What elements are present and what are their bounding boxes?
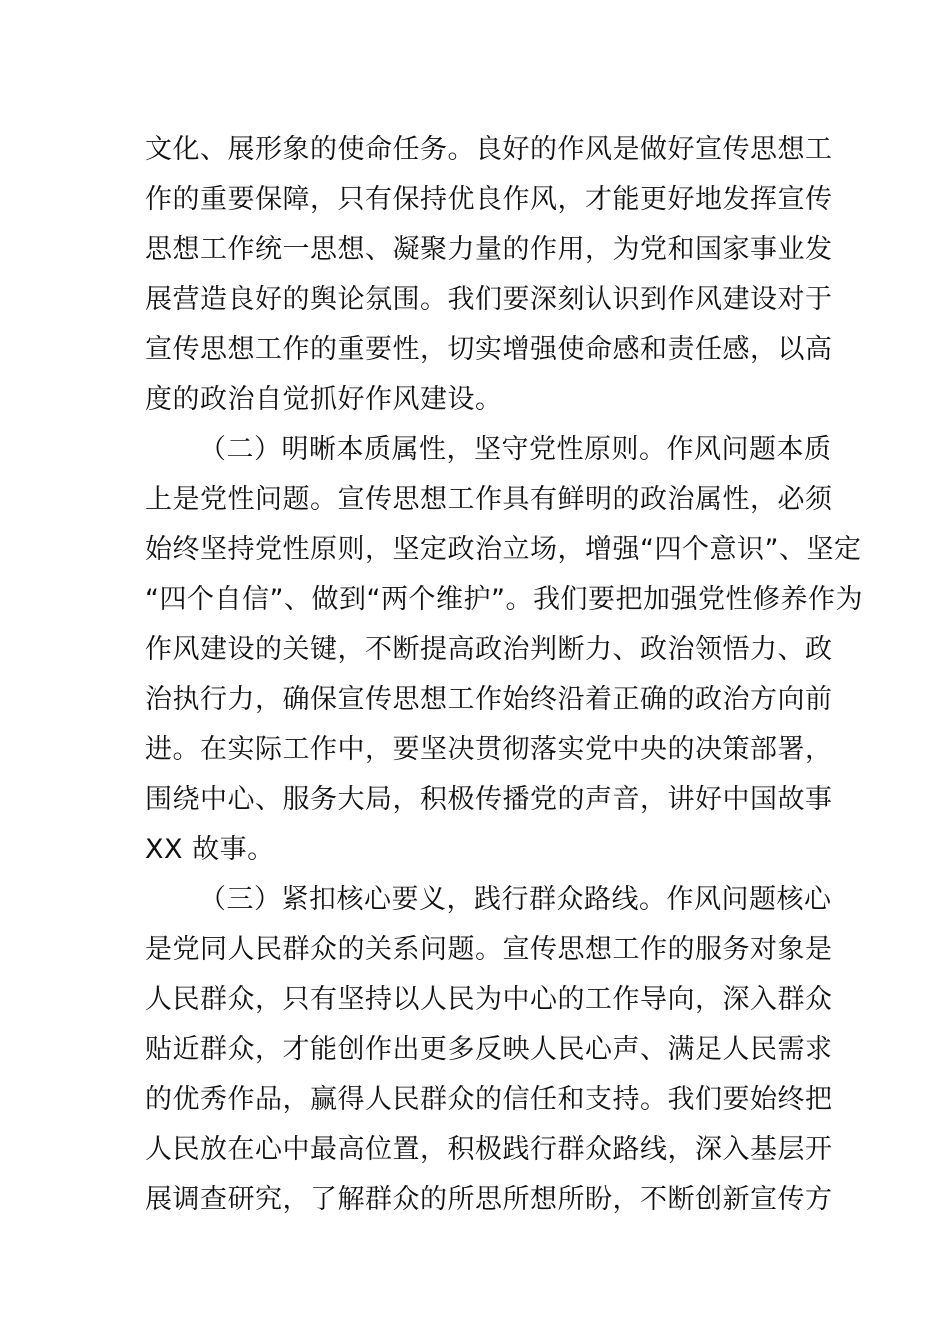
section-heading-line: （二）明晰本质属性，坚守党性原则。作风问题本质 (199, 434, 832, 465)
text-line: 人民放在心中最高位置，积极践行群众路线，深入基层开 (145, 1134, 833, 1165)
text-line: “四个自信”、做到“两个维护”。我们要把加强党性修养作为 (145, 584, 863, 615)
text-line: 进。在实际工作中，要坚决贯彻落实党中央的决策部署， (145, 734, 833, 765)
text-line: 的优秀作品，赢得人民群众的信任和支持。我们要始终把 (145, 1084, 833, 1115)
text-line: 始终坚持党性原则，坚定政治立场，增强“四个意识”、坚定 (145, 534, 862, 565)
text-line: 围绕中心、服务大局，积极传播党的声音，讲好中国故事 (145, 784, 833, 815)
text-line: 文化、展形象的使命任务。良好的作风是做好宣传思想工 (145, 134, 833, 165)
text-line: 作的重要保障，只有保持优良作风，才能更好地发挥宣传 (145, 184, 833, 215)
text-line: 贴近群众，才能创作出更多反映人民心声、满足人民需求 (145, 1034, 833, 1065)
document-body (145, 125, 863, 1225)
text-line: 度的政治自觉抓好作风建设。 (145, 384, 503, 415)
text-line: 展营造良好的舆论氛围。我们要深刻认识到作风建设对于 (145, 284, 833, 315)
text-line: 是党同人民群众的关系问题。宣传思想工作的服务对象是 (145, 934, 833, 965)
text-line: 人民群众，只有坚持以人民为中心的工作导向，深入群众 (145, 984, 833, 1015)
text-line: 思想工作统一思想、凝聚力量的作用，为党和国家事业发 (145, 234, 833, 265)
text-line: 作风建设的关键，不断提高政治判断力、政治领悟力、政 (145, 634, 833, 665)
text-line: XX 故事。 (145, 834, 275, 865)
text-line: 展调查研究，了解群众的所思所想所盼，不断创新宣传方 (145, 1184, 833, 1215)
section-heading-line: （三）紧扣核心要义，践行群众路线。作风问题核心 (199, 884, 832, 915)
text-line: 上是党性问题。宣传思想工作具有鲜明的政治属性，必须 (145, 484, 833, 515)
text-line: 宣传思想工作的重要性，切实增强使命感和责任感，以高 (145, 334, 833, 365)
text-line: 治执行力，确保宣传思想工作始终沿着正确的政治方向前 (145, 684, 833, 715)
